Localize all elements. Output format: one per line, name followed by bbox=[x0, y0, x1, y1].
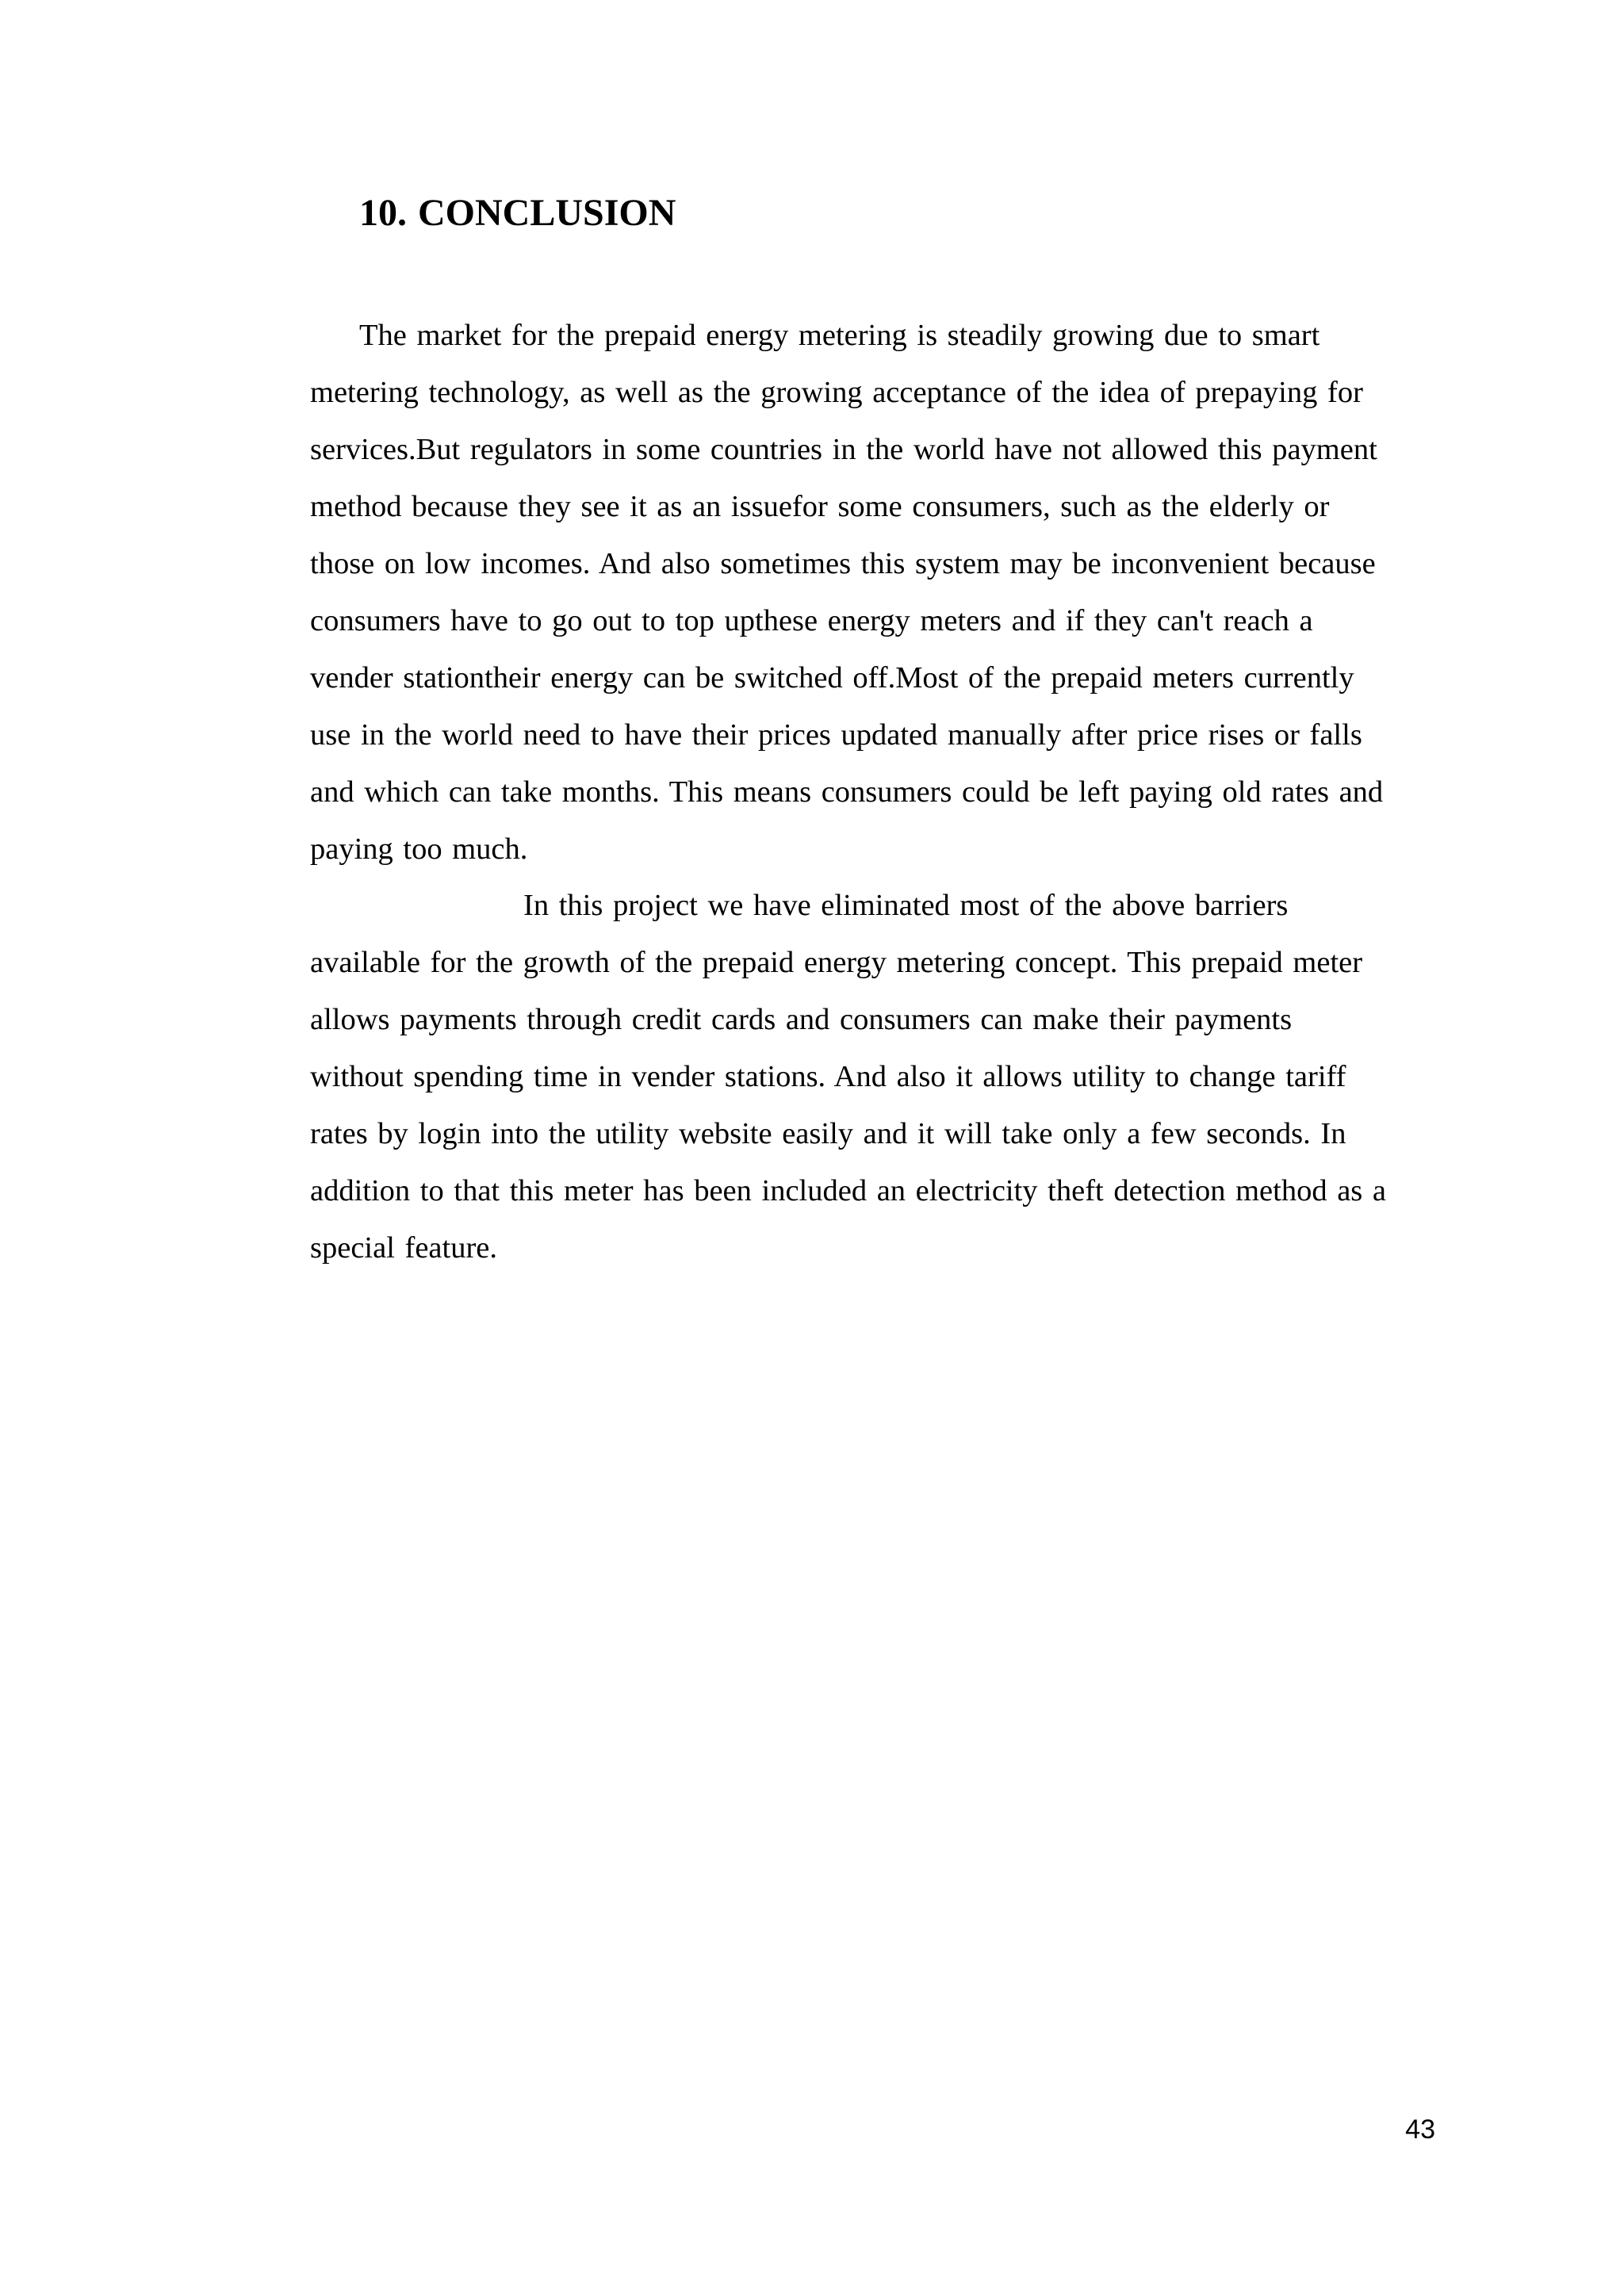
body-line: allows payments through credit cards and consumers can make their payments bbox=[310, 1003, 1293, 1036]
page-number: 43 bbox=[1405, 2114, 1435, 2145]
body-line: metering technology, as well as the growing acceptance of the idea of prepaying for bbox=[310, 376, 1363, 409]
body-line: paying too much. bbox=[310, 832, 528, 866]
body-line: without spending time in vender stations. And also it allows utility to change tariff bbox=[310, 1060, 1346, 1093]
section-title: CONCLUSION bbox=[418, 192, 676, 234]
body-line: special feature. bbox=[310, 1231, 497, 1265]
section-number: 10. bbox=[359, 192, 407, 234]
body-line: vender stationtheir energy can be switched off.Most of the prepaid meters currently bbox=[310, 661, 1354, 695]
body-line: addition to that this meter has been included an electricity theft detection method as a bbox=[310, 1174, 1386, 1207]
section-heading bbox=[359, 189, 676, 238]
body-line: consumers have to go out to top upthese energy meters and if they can't reach a bbox=[310, 604, 1313, 637]
body-line: and which can take months. This means consumers could be left paying old rates and bbox=[310, 775, 1384, 809]
body-line: rates by login into the utility website easily and it will take only a few seconds. In bbox=[310, 1117, 1346, 1150]
body-line: method because they see it as an issuefor some consumers, such as the elderly or bbox=[310, 490, 1330, 523]
body-line: The market for the prepaid energy metering is steadily growing due to smart bbox=[359, 319, 1320, 352]
body-line: use in the world need to have their prices updated manually after price rises or falls bbox=[310, 718, 1362, 752]
body-line: In this project we have eliminated most of the above barriers bbox=[523, 889, 1289, 922]
body-line: services.But regulators in some countries in the world have not allowed this payment bbox=[310, 433, 1377, 466]
body-line: those on low incomes. And also sometimes this system may be inconvenient because bbox=[310, 547, 1376, 580]
body-line: available for the growth of the prepaid energy metering concept. This prepaid meter bbox=[310, 946, 1363, 979]
